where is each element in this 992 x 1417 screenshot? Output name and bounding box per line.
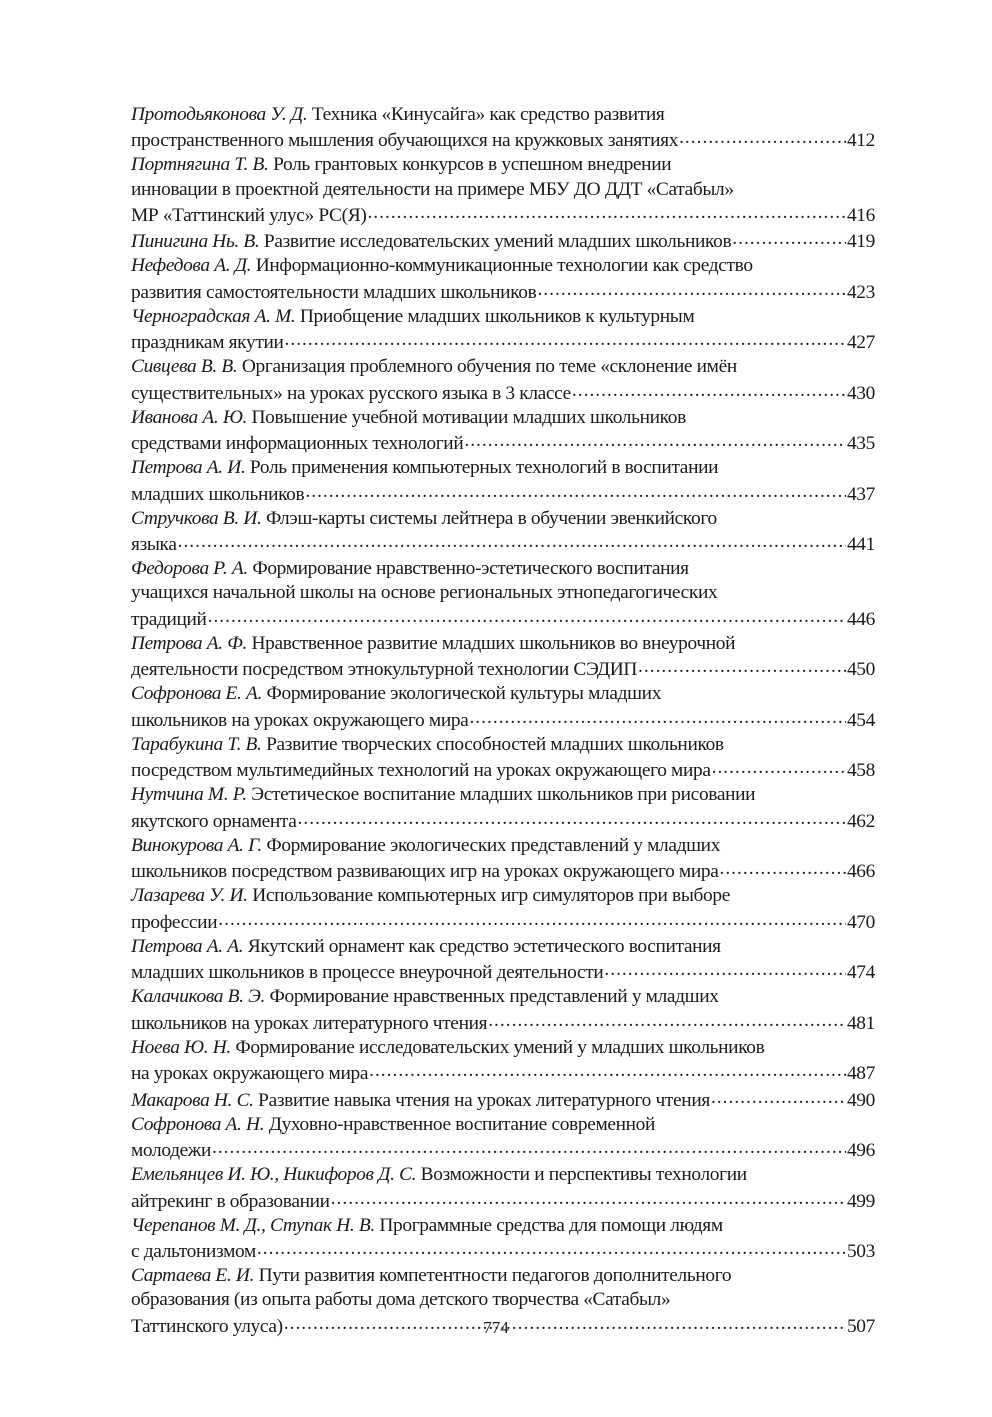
toc-entry-page[interactable]: 427	[846, 332, 875, 354]
toc-entry	[131, 985, 875, 1035]
toc-entry-title-end: школьников посредством развивающих игр на уроках окружающего мира	[131, 861, 719, 883]
toc-entry-page[interactable]: 507	[846, 1315, 875, 1337]
toc-entry-line	[131, 581, 875, 605]
toc-entry-title-end: с дальтонизмом	[131, 1241, 256, 1263]
toc-entry-line	[131, 355, 875, 379]
toc-entry-last-line	[131, 858, 875, 884]
toc-entry-title-text: Эстетическое воспитание младших школьников при рисовании	[251, 784, 756, 806]
toc-entry-author: Протодьяконова У. Д.	[131, 104, 308, 125]
toc-entry-title-text: Формирование экологической культуры младших	[266, 683, 662, 705]
toc-entry	[131, 305, 875, 355]
toc-entry	[131, 103, 875, 153]
toc-entry-line	[131, 632, 875, 656]
toc-entry-page[interactable]: 454	[846, 709, 875, 731]
toc-entry-page[interactable]: 503	[846, 1241, 875, 1263]
toc-entry-title-text	[131, 1089, 710, 1113]
toc-entry-author: Петрова А. И.	[131, 457, 246, 479]
toc-entry-title-text: Организация проблемного обучения по теме «склонение имён	[241, 356, 737, 378]
dot-leader	[537, 279, 846, 298]
toc-entry-last-line	[131, 127, 875, 153]
toc-entry-author: Петрова А. Ф.	[131, 632, 248, 654]
toc-entry-title-end: деятельности посредством этнокультурной технологии СЭДИП	[131, 659, 638, 681]
toc-entry-title-text	[131, 204, 366, 228]
toc-entry-title-text: Формирование нравственно-эстетического воспитания	[252, 558, 689, 580]
toc-entry-line	[131, 153, 875, 177]
toc-entry-line	[131, 1288, 875, 1312]
toc-entry	[131, 254, 875, 304]
toc-entry-last-line	[131, 706, 875, 732]
toc-entry-author: Нефедова А. Д.	[131, 255, 252, 277]
toc-entry-page[interactable]: 423	[846, 281, 875, 303]
toc-entry-title-text	[131, 1062, 368, 1086]
page-number: 774	[483, 1318, 509, 1337]
toc-entry-page[interactable]: 474	[846, 962, 875, 984]
dot-leader	[712, 757, 846, 776]
toc-entry-author: Петрова А. А.	[131, 935, 244, 957]
toc-entry-author: Портнягина Т. В.	[131, 154, 269, 176]
toc-entry-author: Калачикова В. Э.	[131, 986, 265, 1008]
toc-entry-title-text: Приобщение младших школьников к культурным	[299, 305, 695, 327]
toc-entry	[131, 783, 875, 833]
toc-entry-title-end: якутского орнамента	[131, 810, 297, 832]
toc-entry	[131, 355, 875, 405]
toc-entry-title-end: развития самостоятельности младших школьников	[131, 281, 537, 303]
toc-entry	[131, 1036, 875, 1086]
toc-entry-author: Нутчина М. Р.	[131, 784, 247, 806]
toc-entry-page[interactable]: 462	[846, 810, 875, 832]
dot-leader	[285, 329, 846, 348]
toc-entry-title-end: посредством мультимедийных технологий на уроках окружающего мира	[131, 760, 711, 782]
toc-entry	[131, 507, 875, 557]
toc-entry-title-end: профессии	[131, 911, 218, 933]
toc-entry-title-end: школьников на уроках литературного чтения	[131, 1012, 488, 1034]
toc-entry-title-text: Возможности и перспективы технологии	[420, 1164, 747, 1186]
toc-entry-title-end: МР «Таттинский улус» РС(Я)	[131, 204, 367, 226]
toc-entry-author: Федорова Р. А.	[131, 558, 248, 580]
toc-entry-last-line	[131, 228, 875, 254]
toc-entry-line	[131, 456, 875, 480]
toc-entry-title-text	[131, 1012, 487, 1036]
toc-entry	[131, 228, 875, 254]
toc-entry-last-line	[131, 329, 875, 355]
toc-entry-line	[131, 1036, 875, 1060]
toc-entry-title-text: Нравственное развитие младших школьников во внеурочной	[251, 632, 736, 654]
dot-leader	[212, 1137, 846, 1156]
toc-entry-title-text: Духовно-нравственное воспитание современной	[268, 1113, 656, 1135]
dot-leader	[488, 1009, 846, 1028]
toc-entry-title-end: младших школьников	[131, 483, 305, 505]
toc-entry-line	[131, 406, 875, 430]
toc-entry-title-end: Развитие исследовательских умений младших школьников	[263, 231, 732, 253]
dot-leader	[298, 807, 846, 826]
toc-entry-title-end: пространственного мышления обучающихся на кружковых занятиях	[131, 130, 679, 152]
toc-entry-line	[131, 783, 875, 807]
toc-entry-title-text	[131, 759, 711, 783]
toc-entry-page[interactable]: 416	[846, 204, 875, 226]
toc-entry-last-line	[131, 480, 875, 506]
toc-entry-last-line	[131, 1060, 875, 1086]
dot-leader	[257, 1238, 846, 1257]
toc-entry-title-end: традиций	[131, 608, 207, 630]
toc-entry-last-line	[131, 656, 875, 682]
toc-entry-author: Софронова А. Н.	[131, 1113, 265, 1135]
toc-entry	[131, 632, 875, 682]
toc-entry-title-text: Повышение учебной мотивации младших школьников	[251, 406, 686, 428]
toc-entry	[131, 935, 875, 985]
dot-leader	[208, 605, 846, 624]
toc-entry-last-line	[131, 1238, 875, 1264]
toc-entry-title-end: школьников на уроках окружающего мира	[131, 709, 469, 731]
toc-entry	[131, 834, 875, 884]
toc-entry-title-end: праздникам якутии	[131, 332, 284, 354]
toc-entry-line	[131, 1264, 875, 1288]
toc-entry-author: Черепанов М. Д., Ступак Н. В.	[131, 1214, 375, 1236]
toc-entry-page[interactable]: 490	[846, 1089, 875, 1111]
toc-entry-title-end: младших школьников в процессе внеурочной деятельности	[131, 962, 604, 984]
toc-entry-title-text	[131, 709, 468, 733]
toc-entry-title-end: существительных» на уроках русского языка в 3 классе	[131, 382, 571, 404]
toc-entry-page[interactable]: 487	[846, 1063, 875, 1085]
toc-entry	[131, 153, 875, 228]
toc-entry-title-text	[131, 1139, 211, 1163]
toc-entry-line	[131, 507, 875, 531]
toc-entry-title-text: Использование компьютерных игр симуляторов при выборе	[252, 885, 730, 907]
toc-entry	[131, 682, 875, 732]
toc-entry-last-line	[131, 279, 875, 305]
toc-entry-author: Сартаева Е. И.	[131, 1265, 255, 1287]
toc-entry-title-end: Таттинского улуса)	[131, 1315, 283, 1337]
toc-entry-last-line	[131, 531, 875, 557]
toc-entry-page[interactable]: 458	[846, 760, 875, 782]
toc-entry-line	[131, 557, 875, 581]
dot-leader	[711, 1086, 846, 1105]
dot-leader	[178, 531, 846, 550]
toc-entry-line	[131, 1214, 875, 1238]
toc-entry-last-line	[131, 908, 875, 934]
toc-entry	[131, 406, 875, 456]
toc-entry-page[interactable]: 466	[846, 861, 875, 883]
toc-entry-title-text: Роль применения компьютерных технологий в воспитании	[249, 457, 719, 479]
dot-leader	[572, 379, 846, 398]
toc-entry-title-text: Техника «Кинусайга» как средство развития	[311, 104, 665, 125]
toc-entry-line	[131, 834, 875, 858]
toc-entry-page[interactable]: 441	[846, 534, 875, 556]
dot-leader	[679, 127, 846, 146]
toc-entry-title-text: Развитие творческих способностей младших школьников	[266, 733, 724, 755]
dot-leader	[719, 858, 845, 877]
toc-entry-author: Ноева Ю. Н.	[131, 1036, 231, 1058]
toc-entry-author: Софронова Е. А.	[131, 683, 263, 705]
toc-entry-title-text: Якутский орнамент как средство эстетического воспитания	[247, 935, 721, 957]
toc-entry-line	[131, 985, 875, 1009]
toc-entry-title-text	[131, 533, 177, 557]
toc-entry-title-end: молодежи	[131, 1140, 211, 1162]
dot-leader	[604, 959, 846, 978]
toc-entry-title-text: Пути развития компетентности педагогов дополнительного	[258, 1265, 732, 1287]
toc-entry-title-text: Флэш-карты системы лейтнера в обучении эвенкийского	[266, 507, 717, 529]
toc-entry-author: Стручкова В. И.	[131, 507, 262, 529]
toc-entry-page[interactable]: 412	[846, 130, 875, 152]
toc-entry-last-line	[131, 202, 875, 228]
toc-entry-title-text	[131, 230, 731, 254]
toc-entry-line	[131, 254, 875, 278]
dot-leader	[367, 202, 846, 221]
dot-leader	[331, 1187, 846, 1206]
toc-entry-page[interactable]: 435	[846, 433, 875, 455]
toc-entry-line	[131, 1113, 875, 1137]
toc-entry-title-text	[131, 382, 571, 406]
toc-entry-title-text	[131, 658, 637, 682]
toc-entry-title-end: языка	[131, 534, 177, 556]
toc-entry-author: Сивцева В. В.	[131, 356, 238, 378]
toc-entry-title-text: Программные средства для помощи людям	[379, 1214, 723, 1236]
toc-entry-line	[131, 1163, 875, 1187]
toc-entry-author: Макарова Н. С.	[131, 1089, 254, 1111]
toc-entry-title-text	[131, 810, 297, 834]
toc-entry-author: Лазарева У. И.	[131, 885, 248, 907]
table-of-contents	[131, 103, 875, 1339]
toc-entry	[131, 1163, 875, 1213]
toc-entry-last-line	[131, 605, 875, 631]
toc-entry-last-line	[131, 1187, 875, 1213]
dot-leader	[305, 480, 846, 499]
toc-entry-page[interactable]: 446	[846, 608, 875, 630]
toc-entry-title-text	[131, 1190, 330, 1214]
toc-entry-title-text: образования (из опыта работы дома детского творчества «Сатабыл»	[131, 1289, 671, 1311]
toc-entry-title-text	[131, 860, 718, 884]
toc-entry	[131, 1214, 875, 1264]
toc-entry-title-text: учащихся начальной школы на основе региональных этнопедагогических	[131, 582, 718, 604]
toc-entry-title-text: инновации в проектной деятельности на примере МБУ ДО ДДТ «Сатабыл»	[131, 178, 734, 200]
dot-leader	[732, 228, 846, 247]
toc-entry-line	[131, 178, 875, 202]
toc-entry-title-text	[131, 608, 207, 632]
toc-entry-last-line	[131, 959, 875, 985]
toc-entry-title-end: на уроках окружающего мира	[131, 1063, 369, 1085]
toc-entry-title-end: средствами информационных технологий	[131, 433, 464, 455]
toc-entry-page[interactable]: 496	[846, 1140, 875, 1162]
toc-entry-title-text	[131, 432, 463, 456]
toc-entry-title-text: Формирование исследовательских умений у младших школьников	[235, 1036, 765, 1058]
toc-entry-page[interactable]: 430	[846, 382, 875, 404]
toc-entry-title-end: Развитие навыка чтения на уроках литературного чтения	[258, 1089, 710, 1111]
toc-entry-last-line	[131, 1086, 875, 1112]
toc-entry	[131, 1113, 875, 1163]
toc-entry-page[interactable]: 481	[846, 1012, 875, 1034]
toc-entry-author: Тарабукина Т. В.	[131, 733, 262, 755]
toc-entry-last-line	[131, 807, 875, 833]
toc-entry-title-text: Роль грантовых конкурсов в успешном внедрении	[273, 154, 672, 176]
toc-entry-last-line	[131, 757, 875, 783]
toc-entry	[131, 733, 875, 783]
toc-entry-page[interactable]: 450	[846, 659, 875, 681]
toc-entry-author: Пинигина Нь. В.	[131, 231, 260, 253]
dot-leader	[638, 656, 846, 675]
toc-entry-author: Черноградская А. М.	[131, 305, 296, 327]
toc-entry-title-text: Информационно-коммуникационные технологии как средство	[255, 255, 753, 277]
toc-entry	[131, 557, 875, 632]
toc-entry-line	[131, 103, 875, 127]
toc-entry-title-text	[131, 281, 536, 305]
toc-entry-last-line	[131, 1137, 875, 1163]
toc-entry-line	[131, 935, 875, 959]
toc-entry-page[interactable]: 499	[846, 1190, 875, 1212]
toc-entry-title-text	[131, 1240, 256, 1264]
toc-entry-title-text	[131, 331, 284, 355]
toc-entry-page[interactable]: 419	[846, 231, 875, 253]
toc-entry-title-text	[131, 961, 603, 985]
toc-entry-author: Винокурова А. Г.	[131, 834, 262, 856]
toc-entry-author: Иванова А. Ю.	[131, 406, 247, 428]
toc-entry-title-text: Формирование нравственных представлений у младших	[269, 986, 719, 1008]
toc-entry-title-text	[131, 129, 678, 153]
dot-leader	[218, 908, 846, 927]
dot-leader	[464, 430, 846, 449]
dot-leader	[469, 706, 846, 725]
toc-entry-title-text	[131, 911, 217, 935]
toc-entry-last-line	[131, 430, 875, 456]
toc-entry-page[interactable]: 470	[846, 911, 875, 933]
toc-entry-title-end: айтрекинг в образовании	[131, 1190, 330, 1212]
toc-entry-last-line	[131, 1009, 875, 1035]
toc-entry	[131, 884, 875, 934]
toc-entry-page[interactable]: 437	[846, 483, 875, 505]
toc-entry-line	[131, 682, 875, 706]
toc-entry-author: Емельянцев И. Ю., Никифоров Д. С.	[131, 1164, 417, 1186]
toc-entry-line	[131, 733, 875, 757]
toc-entry-title-text	[131, 483, 304, 507]
toc-entry-line	[131, 884, 875, 908]
toc-entry	[131, 456, 875, 506]
toc-entry	[131, 1086, 875, 1112]
toc-entry-last-line	[131, 379, 875, 405]
toc-entry-title-text: Формирование экологических представлений у младших	[266, 834, 721, 856]
toc-entry-line	[131, 305, 875, 329]
dot-leader	[369, 1060, 846, 1079]
